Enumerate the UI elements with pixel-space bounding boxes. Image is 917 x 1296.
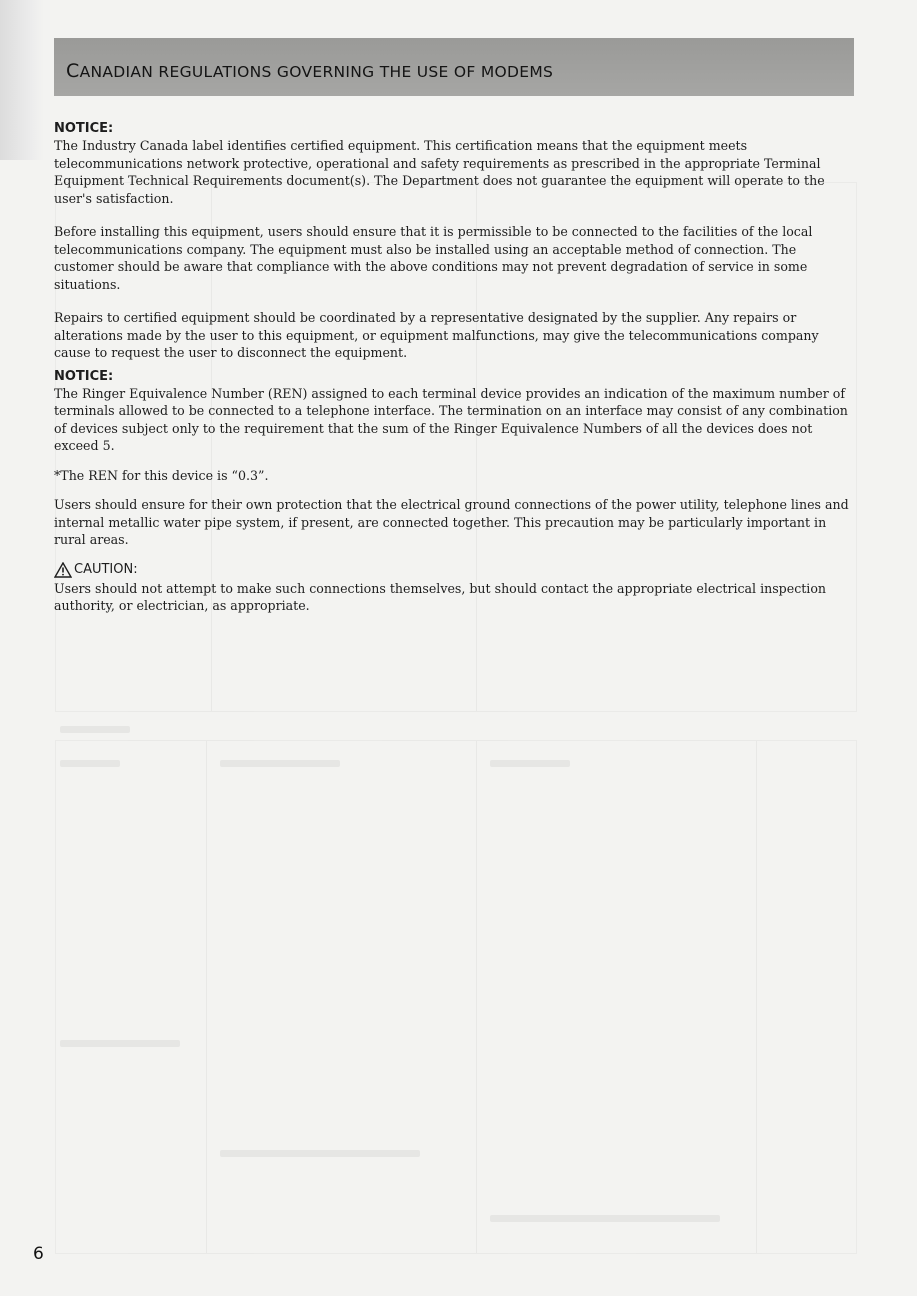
ren-value-text: *The REN for this device is “0.3”.	[54, 467, 269, 483]
show-through-table-lower	[55, 740, 857, 1254]
show-through-text	[60, 726, 130, 733]
caution-label: CAUTION:	[74, 562, 138, 578]
show-through-text	[60, 1040, 180, 1047]
page-number: 6	[33, 1244, 44, 1264]
section-header-bar	[54, 38, 854, 96]
notice-paragraph: Before installing this equipment, users should ensure that it is permissible to be connected to the facilities of the local telecommunications company. The equipment must also be installed using an acceptable method of connection. The customer should be aware that compliance with the above conditions may not prevent degradation of service in some situations.	[54, 224, 813, 292]
notice-heading: NOTICE:	[54, 121, 114, 136]
show-through-text	[220, 760, 340, 767]
caution-text: Users should not attempt to make such connections themselves, but should contact the appropriate electrical inspection authority, or electrician, as appropriate.	[54, 580, 827, 613]
page-edge-shadow	[0, 0, 44, 160]
notice-paragraph: The Ringer Equivalence Number (REN) assigned to each terminal device provides an indication of the maximum number of terminals allowed to be connected to a telephone interface. The termination on an interface may consist of any combination of devices subject only to the requirement that the sum of the Ringer Equivalence Numbers of all the devices does not exceed 5.	[54, 385, 848, 453]
notice-paragraph: Users should ensure for their own protection that the electrical ground connections of the power utility, telephone lines and internal metallic water pipe system, if present, are connected together. This precaution may be particularly important in rural areas.	[54, 497, 849, 547]
show-through-text	[490, 760, 570, 767]
notice-paragraph: The Industry Canada label identifies certified equipment. This certification means that the equipment meets telecommunications network protective, operational and safety requirements as prescribed in the appropriate Terminal Equipment Technical Requirements document(s). The Department does not guarantee the equipment will operate to the user's satisfaction.	[54, 138, 825, 206]
regulations-body	[54, 120, 854, 615]
show-through-text	[60, 760, 120, 767]
notice-heading: NOTICE:	[54, 368, 114, 384]
page-title: CANADIAN REGULATIONS GOVERNING THE USE OF MODEMS	[66, 60, 554, 82]
warning-triangle-icon	[54, 562, 72, 578]
caution-heading	[54, 561, 854, 580]
show-through-text	[220, 1150, 420, 1157]
notice-paragraph: Repairs to certified equipment should be coordinated by a representative designated by the supplier. Any repairs or alterations made by the user to this equipment, or equipment malfunctions, may give the telecommunications company cause to request the user to disconnect the equipment.	[54, 310, 819, 360]
show-through-text	[490, 1215, 720, 1222]
